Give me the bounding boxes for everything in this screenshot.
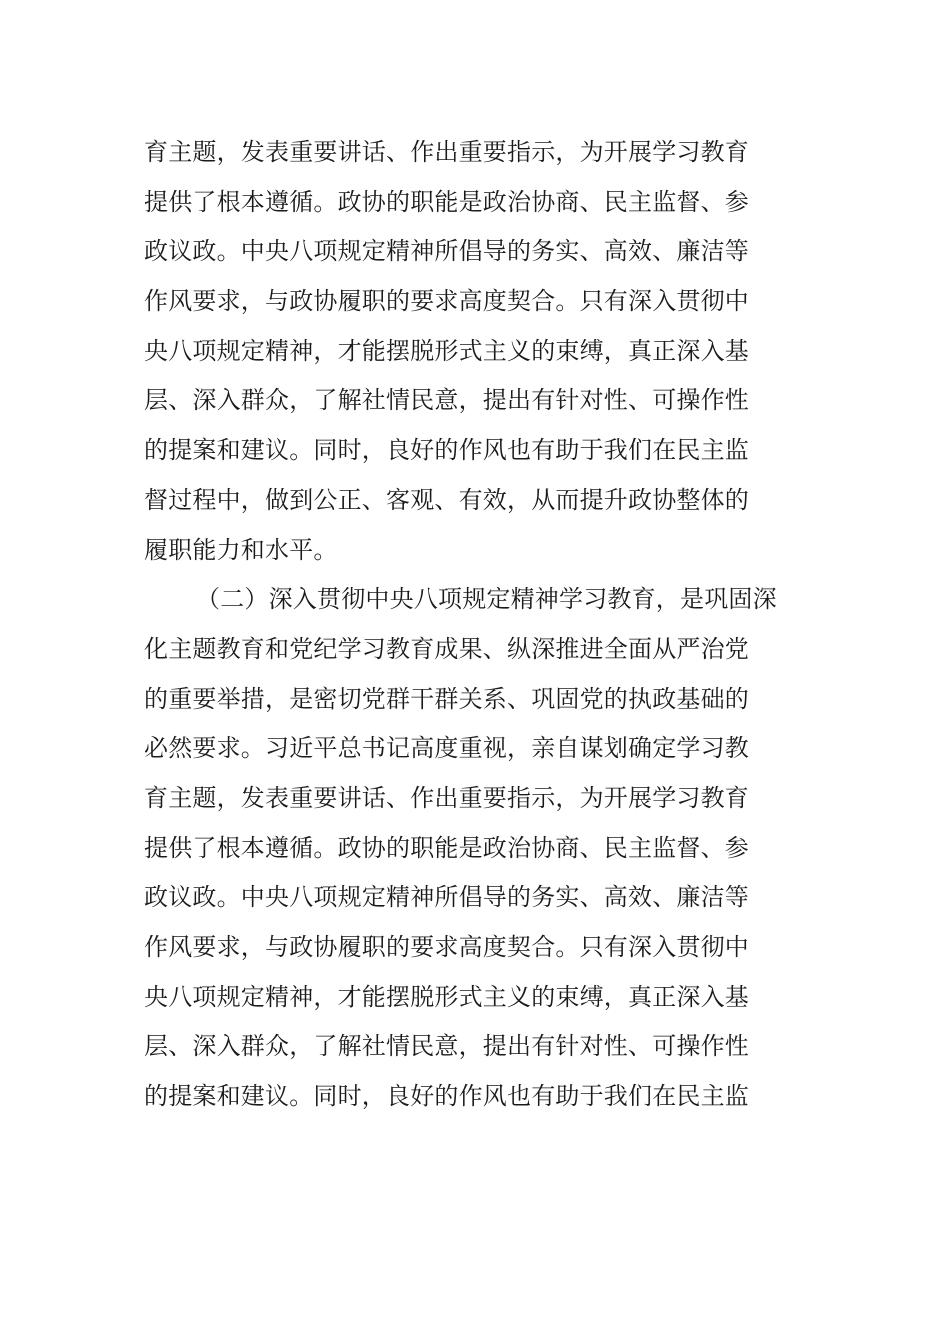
body-text bbox=[144, 128, 814, 1122]
text-line: 的提案和建议。同时，良好的作风也有助于我们在民主监 bbox=[144, 1082, 749, 1111]
text-line: 层、深入群众，了解社情民意，提出有针对性、可操作性 bbox=[144, 1032, 749, 1061]
text-line-indented: （二）深入贯彻中央八项规定精神学习教育，是巩固深 bbox=[196, 585, 777, 614]
text-line: 育主题，发表重要讲话、作出重要指示，为开展学习教育 bbox=[144, 138, 749, 166]
text-line: 提供了根本遵循。政协的职能是政治协商、民主监督、参 bbox=[144, 833, 749, 862]
text-line: 提供了根本遵循。政协的职能是政治协商、民主监督、参 bbox=[144, 187, 749, 216]
paragraph-continuation bbox=[144, 128, 814, 575]
text-line: 化主题教育和党纪学习教育成果、纵深推进全面从严治党 bbox=[144, 634, 749, 663]
text-line: 政议政。中央八项规定精神所倡导的务实、高效、廉洁等 bbox=[144, 237, 749, 266]
paragraph-section-two bbox=[144, 575, 814, 1122]
text-line: 作风要求，与政协履职的要求高度契合。只有深入贯彻中 bbox=[144, 933, 749, 961]
text-line: 作风要求，与政协履职的要求高度契合。只有深入贯彻中 bbox=[144, 287, 749, 316]
text-line: 央八项规定精神，才能摆脱形式主义的束缚，真正深入基 bbox=[144, 982, 749, 1011]
text-line: 的提案和建议。同时，良好的作风也有助于我们在民主监 bbox=[144, 436, 749, 465]
text-line: 层、深入群众，了解社情民意，提出有针对性、可操作性 bbox=[144, 386, 749, 415]
text-line: 必然要求。习近平总书记高度重视，亲自谋划确定学习教 bbox=[144, 734, 749, 763]
text-line: 政议政。中央八项规定精神所倡导的务实、高效、廉洁等 bbox=[144, 883, 749, 912]
text-line: 的重要举措，是密切党群干群关系、巩固党的执政基础的 bbox=[144, 684, 749, 713]
text-line: 履职能力和水平。 bbox=[144, 535, 338, 564]
text-line: 育主题，发表重要讲话、作出重要指示，为开展学习教育 bbox=[144, 783, 749, 812]
text-line: 督过程中，做到公正、客观、有效，从而提升政协整体的 bbox=[144, 485, 749, 514]
text-line: 央八项规定精神，才能摆脱形式主义的束缚，真正深入基 bbox=[144, 336, 749, 365]
